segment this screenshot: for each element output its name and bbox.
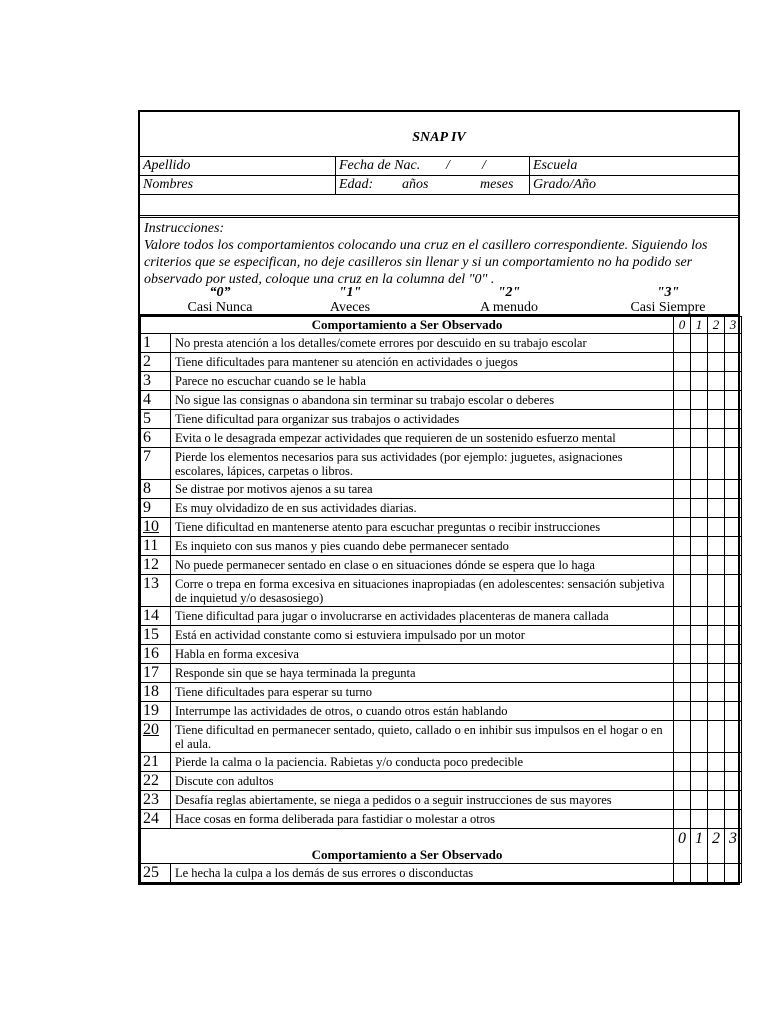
rating-cell-2[interactable] [708,518,725,537]
rating-cell-1[interactable] [691,556,708,575]
item-number: 25 [141,864,171,883]
rating-cell-1[interactable] [691,810,708,829]
item-number: 14 [141,607,171,626]
rating-cell-3[interactable] [725,556,742,575]
rating-cell-1[interactable] [691,429,708,448]
rating-cell-0[interactable] [674,537,691,556]
rating-cell-2[interactable] [708,499,725,518]
item-number: 24 [141,810,171,829]
item-number: 7 [141,448,171,480]
rating-cell-1[interactable] [691,683,708,702]
item-text: Evita o le desagrada empezar actividades que requieren de un sostenido esfuerzo mental [171,429,674,448]
table-row [141,607,742,626]
rating-cell-0[interactable] [674,791,691,810]
item-text: Tiene dificultad para jugar o involucrarse en actividades placenteras de manera callada [171,607,674,626]
table-row [141,753,742,772]
item-text: Le hecha la culpa a los demás de sus errores o disconductas [171,864,674,883]
scale-label: Aveces [329,300,371,315]
rating-cell-1[interactable] [691,391,708,410]
instructions-heading: Instrucciones: [144,221,225,236]
rating-cell-1[interactable] [691,499,708,518]
col-header-1: 1 [691,829,708,864]
rating-cell-2[interactable] [708,480,725,499]
rating-cell-2[interactable] [708,753,725,772]
table-row [141,772,742,791]
rating-cell-0[interactable] [674,556,691,575]
table-row [141,864,742,883]
form-title: SNAP IV [412,130,466,145]
rating-cell-1[interactable] [691,702,708,721]
rating-cell-3[interactable] [725,575,742,607]
item-text: No presta atención a los detalles/comete errores por descuido en su trabajo escolar [171,334,674,353]
rating-cell-0[interactable] [674,607,691,626]
anos-label: años [402,177,429,192]
scale-1 [290,286,410,316]
item-text: Tiene dificultad en permanecer sentado, quieto, callado o en inhibir sus impulsos en el hogar o en el aula. [171,721,674,753]
rating-cell-1[interactable] [691,410,708,429]
scale-3 [608,286,728,316]
table-row [141,721,742,753]
item-text: Tiene dificultades para mantener su atención en actividades o juegos [171,353,674,372]
item-text: Tiene dificultades para esperar su turno [171,683,674,702]
rating-cell-3[interactable] [725,864,742,883]
rating-cell-2[interactable] [708,683,725,702]
item-text: Corre o trepa en forma excesiva en situaciones inapropiadas (en adolescentes: sensación subjetiva de inquietud y/o desasosiego) [171,575,674,607]
rating-cell-1[interactable] [691,372,708,391]
rating-cell-3[interactable] [725,810,742,829]
rating-cell-2[interactable] [708,537,725,556]
item-text: Parece no escuchar cuando se le habla [171,372,674,391]
scale-code: “0” [209,285,231,300]
item-text: Interrumpe las actividades de otros, o cuando otros están hablando [171,702,674,721]
rating-cell-3[interactable] [725,334,742,353]
item-number: 4 [141,391,171,410]
item-number: 9 [141,499,171,518]
rating-cell-3[interactable] [725,721,742,753]
rating-cell-1[interactable] [691,772,708,791]
item-number: 15 [141,626,171,645]
rating-cell-2[interactable] [708,391,725,410]
col-header-0: 0 [674,829,691,864]
col-header-2: 2 [708,317,725,334]
item-text: Pierde los elementos necesarios para sus actividades (por ejemplo: juguetes, asignaciones escolares, lápices, carpetas o libros. [171,448,674,480]
edad-field[interactable] [336,176,530,194]
item-number: 8 [141,480,171,499]
item-text: Está en actividad constante como si estuviera impulsado por un motor [171,626,674,645]
item-number: 21 [141,753,171,772]
item-number: 22 [141,772,171,791]
item-text: Responde sin que se haya terminada la pregunta [171,664,674,683]
rating-cell-1[interactable] [691,753,708,772]
escuela-field[interactable] [530,157,738,175]
rating-cell-0[interactable] [674,334,691,353]
table-row [141,448,742,480]
rating-cell-1[interactable] [691,721,708,753]
rating-cell-3[interactable] [725,353,742,372]
item-number: 10 [141,518,171,537]
grado-field[interactable] [530,176,738,194]
rating-cell-2[interactable] [708,810,725,829]
item-number: 13 [141,575,171,607]
rating-cell-0[interactable] [674,410,691,429]
rating-cell-0[interactable] [674,645,691,664]
table-header-title: Comportamiento a Ser Observado [141,317,674,334]
item-number: 6 [141,429,171,448]
nombres-field[interactable] [140,176,336,194]
item-text: Habla en forma excesiva [171,645,674,664]
table-row [141,810,742,829]
table-row [141,391,742,410]
scale-code: "2" [497,285,521,300]
rating-cell-3[interactable] [725,410,742,429]
rating-cell-2[interactable] [708,645,725,664]
behavior-table [140,316,742,883]
item-number: 20 [141,721,171,753]
rating-cell-2[interactable] [708,448,725,480]
fecha-label: Fecha de Nac. [339,158,421,173]
apellido-field[interactable] [140,157,336,175]
rating-cell-1[interactable] [691,537,708,556]
rating-cell-1[interactable] [691,575,708,607]
rating-cell-3[interactable] [725,791,742,810]
rating-cell-2[interactable] [708,664,725,683]
section2-header-title: Comportamiento a Ser Observado [141,829,674,864]
scale-label: Casi Siempre [630,300,706,315]
rating-cell-0[interactable] [674,664,691,683]
rating-cell-1[interactable] [691,791,708,810]
item-text: Es muy olvidadizo de en sus actividades diarias. [171,499,674,518]
rating-cell-0[interactable] [674,702,691,721]
rating-cell-2[interactable] [708,721,725,753]
nombres-label: Nombres [143,177,194,192]
rating-cell-2[interactable] [708,791,725,810]
item-number: 17 [141,664,171,683]
instructions-text: Valore todos los comportamientos colocando una cruz en el casillero correspondiente. Siguiendo los criterios que se especifican, no deje casilleros sin llenar y si un comportamiento no ha podido ser observado por usted, coloque una cruz en la columna del "0" . [144,238,708,287]
table-row [141,537,742,556]
rating-cell-3[interactable] [725,372,742,391]
rating-cell-0[interactable] [674,353,691,372]
col-header-1: 1 [691,317,708,334]
rating-cell-0[interactable] [674,864,691,883]
rating-cell-2[interactable] [708,864,725,883]
item-text: Discute con adultos [171,772,674,791]
table-row [141,499,742,518]
edad-label: Edad: [339,177,374,192]
rating-cell-0[interactable] [674,480,691,499]
item-text: Tiene dificultad para organizar sus trabajos o actividades [171,410,674,429]
rating-cell-3[interactable] [725,518,742,537]
rating-cell-1[interactable] [691,664,708,683]
rating-cell-0[interactable] [674,683,691,702]
scale-code: "1" [338,285,362,300]
rating-cell-3[interactable] [725,753,742,772]
rating-cell-3[interactable] [725,607,742,626]
col-header-0: 0 [674,317,691,334]
item-text: Es inquieto con sus manos y pies cuando debe permanecer sentado [171,537,674,556]
table-row [141,645,742,664]
table-row [141,372,742,391]
rating-cell-3[interactable] [725,499,742,518]
col-header-2: 2 [708,829,725,864]
table-row [141,556,742,575]
table-row [141,429,742,448]
rating-cell-2[interactable] [708,575,725,607]
rating-cell-0[interactable] [674,772,691,791]
item-text: Hace cosas en forma deliberada para fastidiar o molestar a otros [171,810,674,829]
rating-cell-1[interactable] [691,480,708,499]
rating-cell-3[interactable] [725,626,742,645]
scale-code: "3" [656,285,680,300]
rating-cell-1[interactable] [691,334,708,353]
rating-cell-0[interactable] [674,810,691,829]
table-header-row [141,317,742,334]
rating-cell-0[interactable] [674,626,691,645]
table-row [141,683,742,702]
scale-label: A menudo [480,300,538,315]
table-row [141,518,742,537]
rating-cell-2[interactable] [708,334,725,353]
item-number: 23 [141,791,171,810]
item-number: 11 [141,537,171,556]
rating-cell-0[interactable] [674,499,691,518]
table-row [141,410,742,429]
col-header-3: 3 [725,317,742,334]
escuela-label: Escuela [533,158,578,173]
rating-cell-1[interactable] [691,645,708,664]
item-text: No sigue las consignas o abandona sin terminar su trabajo escolar o deberes [171,391,674,410]
rating-cell-0[interactable] [674,391,691,410]
rating-cell-1[interactable] [691,626,708,645]
scale-2 [449,286,569,316]
item-number: 3 [141,372,171,391]
section2-header-row [141,829,742,864]
table-row [141,575,742,607]
rating-cell-3[interactable] [725,664,742,683]
item-text: Se distrae por motivos ajenos a su tarea [171,480,674,499]
rating-cell-2[interactable] [708,607,725,626]
rating-cell-2[interactable] [708,626,725,645]
rating-scale [140,286,738,316]
item-number: 2 [141,353,171,372]
rating-cell-0[interactable] [674,575,691,607]
table-row [141,480,742,499]
item-number: 5 [141,410,171,429]
form-title-row [140,112,738,157]
rating-cell-0[interactable] [674,429,691,448]
date-slash-1: / [446,158,450,173]
table-row [141,334,742,353]
rating-cell-3[interactable] [725,480,742,499]
rating-cell-3[interactable] [725,645,742,664]
table-row [141,702,742,721]
scale-label: Casi Nunca [187,300,253,315]
rating-cell-2[interactable] [708,556,725,575]
table-row [141,353,742,372]
meses-label: meses [480,177,514,192]
rating-cell-0[interactable] [674,372,691,391]
item-number: 12 [141,556,171,575]
info-row-2 [140,176,738,195]
item-number: 19 [141,702,171,721]
rating-cell-1[interactable] [691,607,708,626]
item-text: Desafía reglas abiertamente, se niega a pedidos o a seguir instrucciones de sus mayores [171,791,674,810]
rating-cell-2[interactable] [708,702,725,721]
table-row [141,791,742,810]
rating-cell-0[interactable] [674,448,691,480]
rating-cell-2[interactable] [708,353,725,372]
rating-cell-3[interactable] [725,429,742,448]
rating-cell-3[interactable] [725,702,742,721]
grado-label: Grado/Año [533,177,596,192]
rating-cell-1[interactable] [691,353,708,372]
col-header-3: 3 [725,829,742,864]
rating-cell-3[interactable] [725,683,742,702]
rating-cell-3[interactable] [725,448,742,480]
item-number: 1 [141,334,171,353]
rating-cell-0[interactable] [674,518,691,537]
rating-cell-2[interactable] [708,410,725,429]
rating-cell-1[interactable] [691,518,708,537]
rating-cell-3[interactable] [725,537,742,556]
fecha-nac-field[interactable] [336,157,530,175]
apellido-label: Apellido [143,158,191,173]
item-number: 18 [141,683,171,702]
table-row [141,664,742,683]
blank-row [140,195,738,218]
item-number: 16 [141,645,171,664]
rating-cell-2[interactable] [708,372,725,391]
instructions-block [140,218,738,316]
table-row [141,626,742,645]
rating-cell-0[interactable] [674,753,691,772]
item-text: No puede permanecer sentado en clase o en situaciones dónde se espera que lo haga [171,556,674,575]
scale-0 [160,286,280,316]
rating-cell-3[interactable] [725,772,742,791]
rating-cell-1[interactable] [691,864,708,883]
rating-cell-0[interactable] [674,721,691,753]
rating-cell-1[interactable] [691,448,708,480]
info-row-1 [140,157,738,176]
rating-cell-3[interactable] [725,391,742,410]
rating-cell-2[interactable] [708,772,725,791]
snap-iv-form [138,110,740,885]
item-text: Tiene dificultad en mantenerse atento para escuchar preguntas o recibir instrucciones [171,518,674,537]
date-slash-2: / [482,158,486,173]
item-text: Pierde la calma o la paciencia. Rabietas y/o conducta poco predecible [171,753,674,772]
rating-cell-2[interactable] [708,429,725,448]
